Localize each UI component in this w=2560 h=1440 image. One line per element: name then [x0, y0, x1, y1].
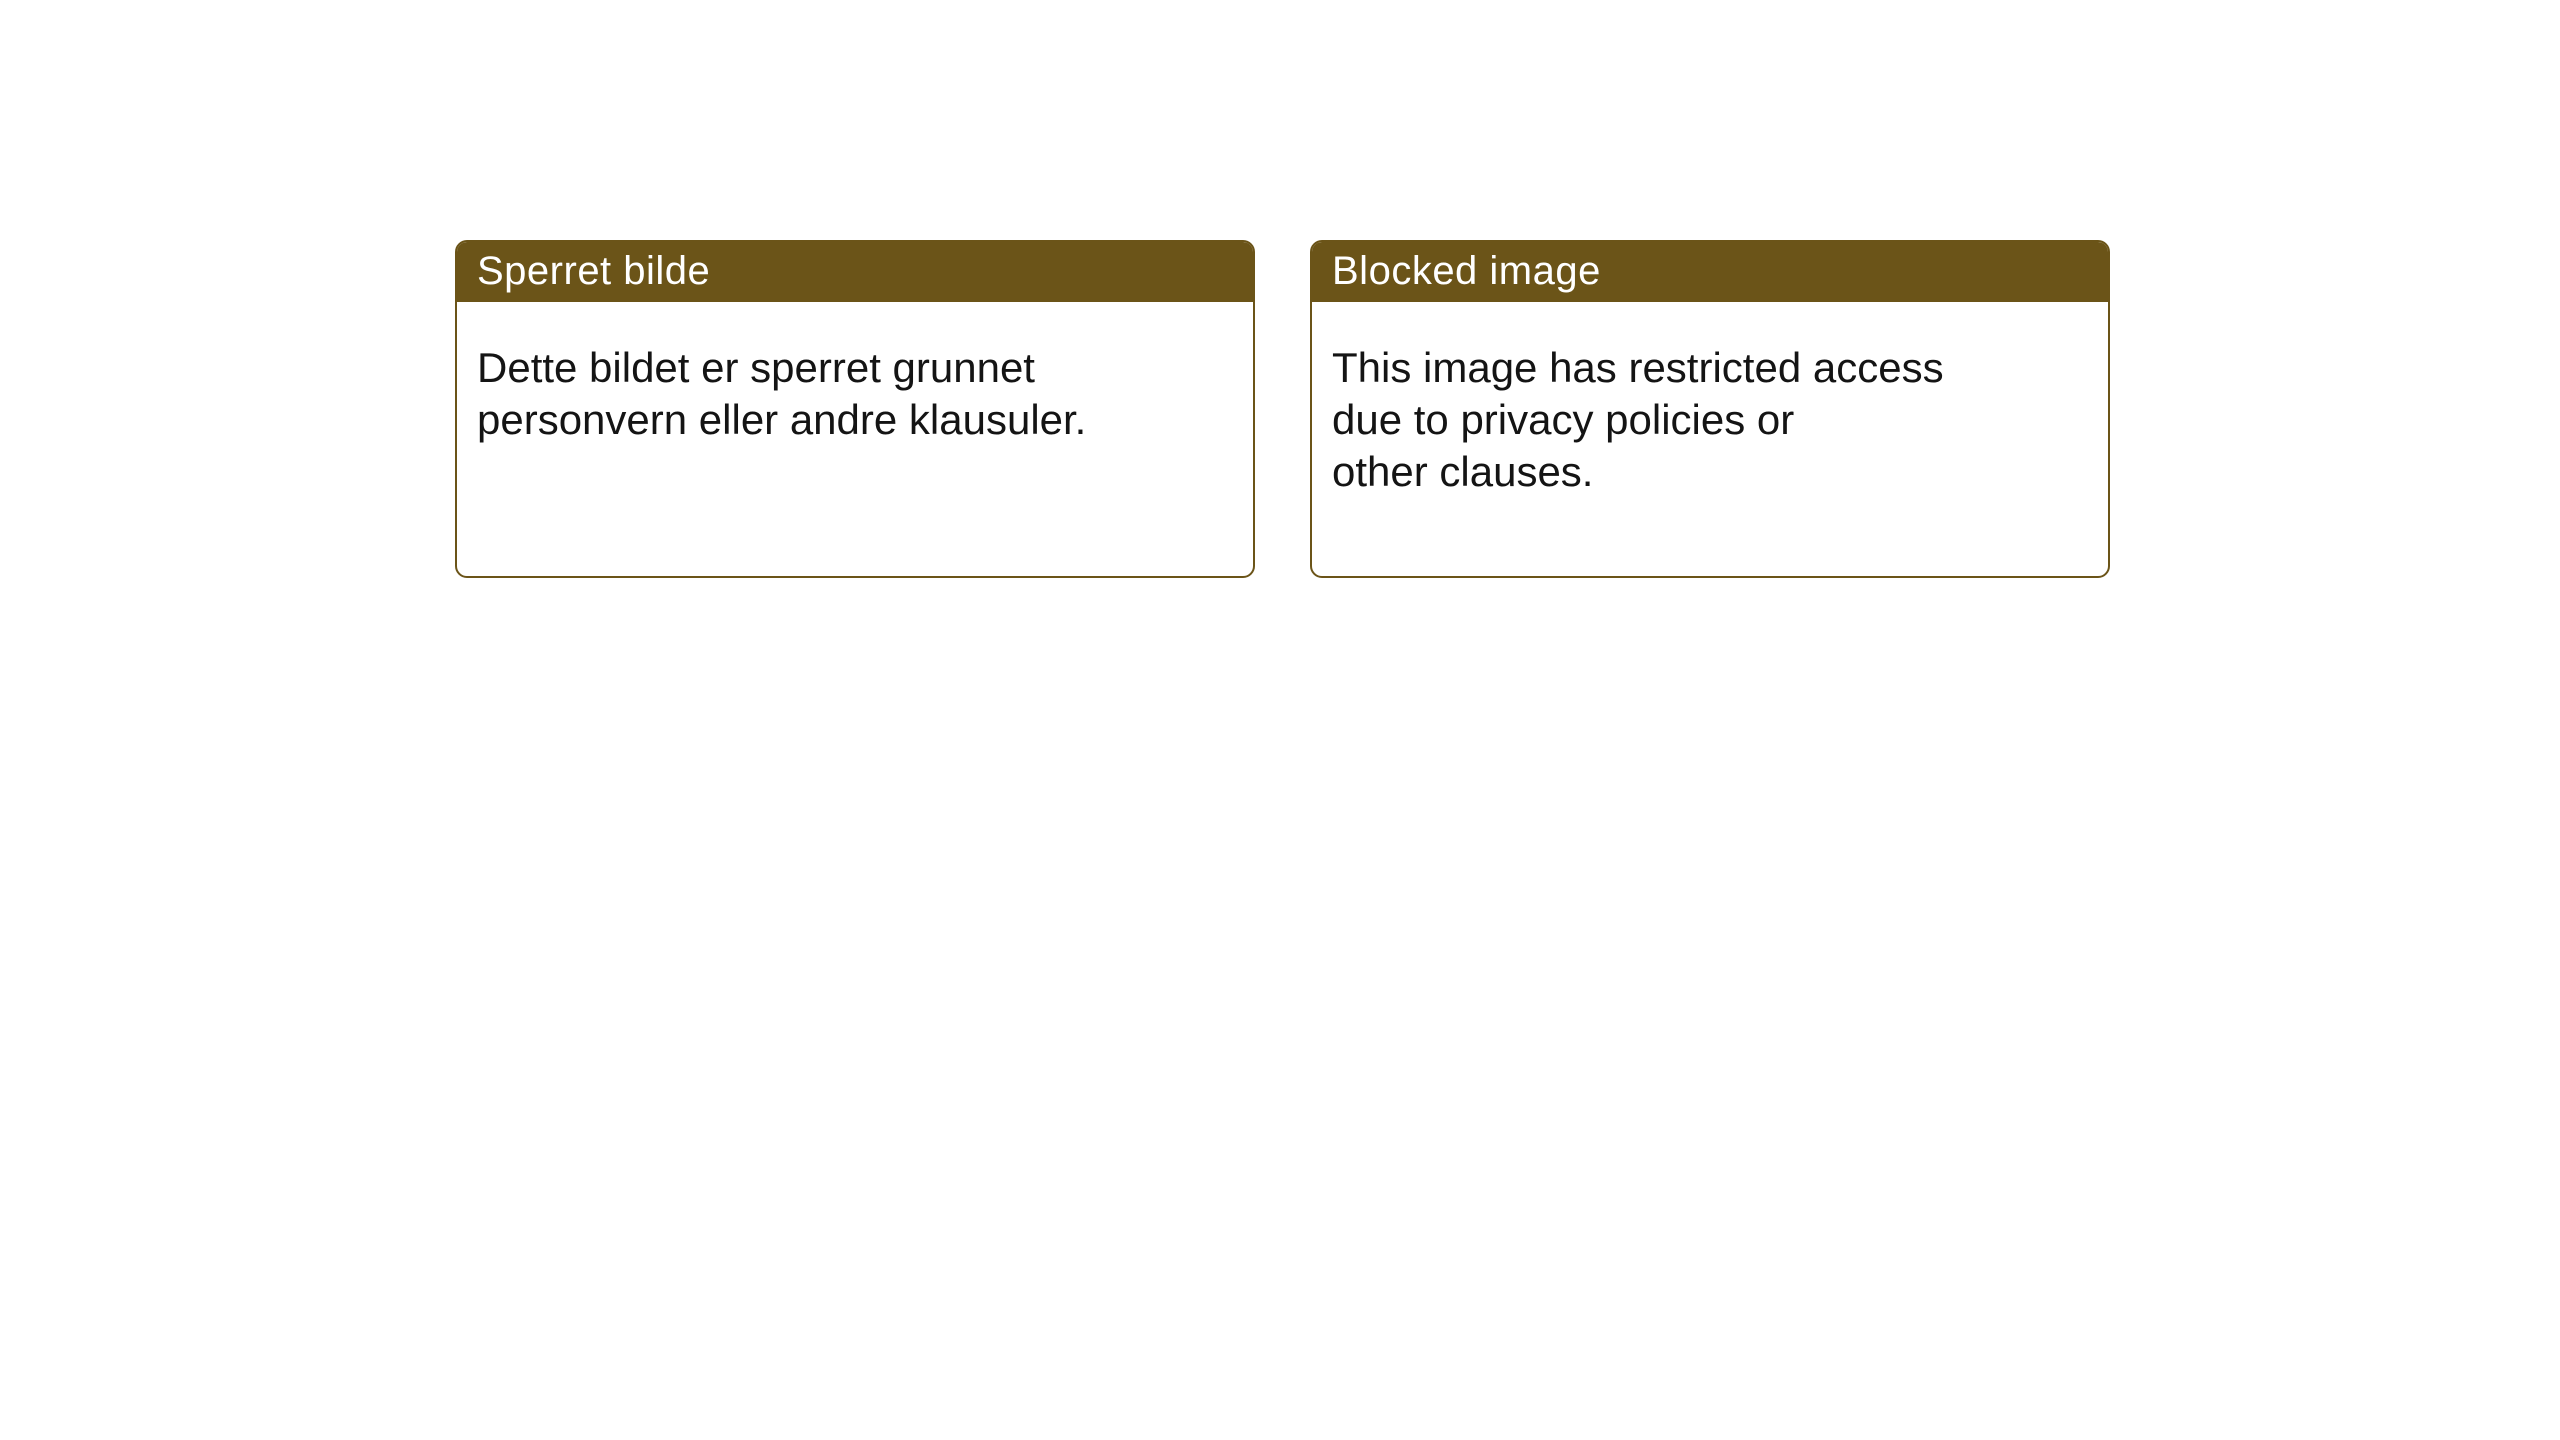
card-body-line: personvern eller andre klausuler.: [477, 396, 1087, 443]
card-body-line: due to privacy policies or: [1332, 396, 1795, 443]
card-body: [1312, 302, 2108, 518]
card-body: [457, 302, 1253, 466]
card-header: [1312, 242, 2108, 302]
card-title: Blocked image: [1332, 248, 1601, 293]
card-body-line: Dette bildet er sperret grunnet: [477, 344, 1035, 391]
blocked-image-card-english: [1310, 240, 2110, 578]
card-title: Sperret bilde: [477, 248, 711, 293]
card-header: [457, 242, 1253, 302]
card-body-line: other clauses.: [1332, 448, 1594, 495]
card-body-line: This image has restricted access: [1332, 344, 1944, 391]
blocked-image-card-norwegian: [455, 240, 1255, 578]
